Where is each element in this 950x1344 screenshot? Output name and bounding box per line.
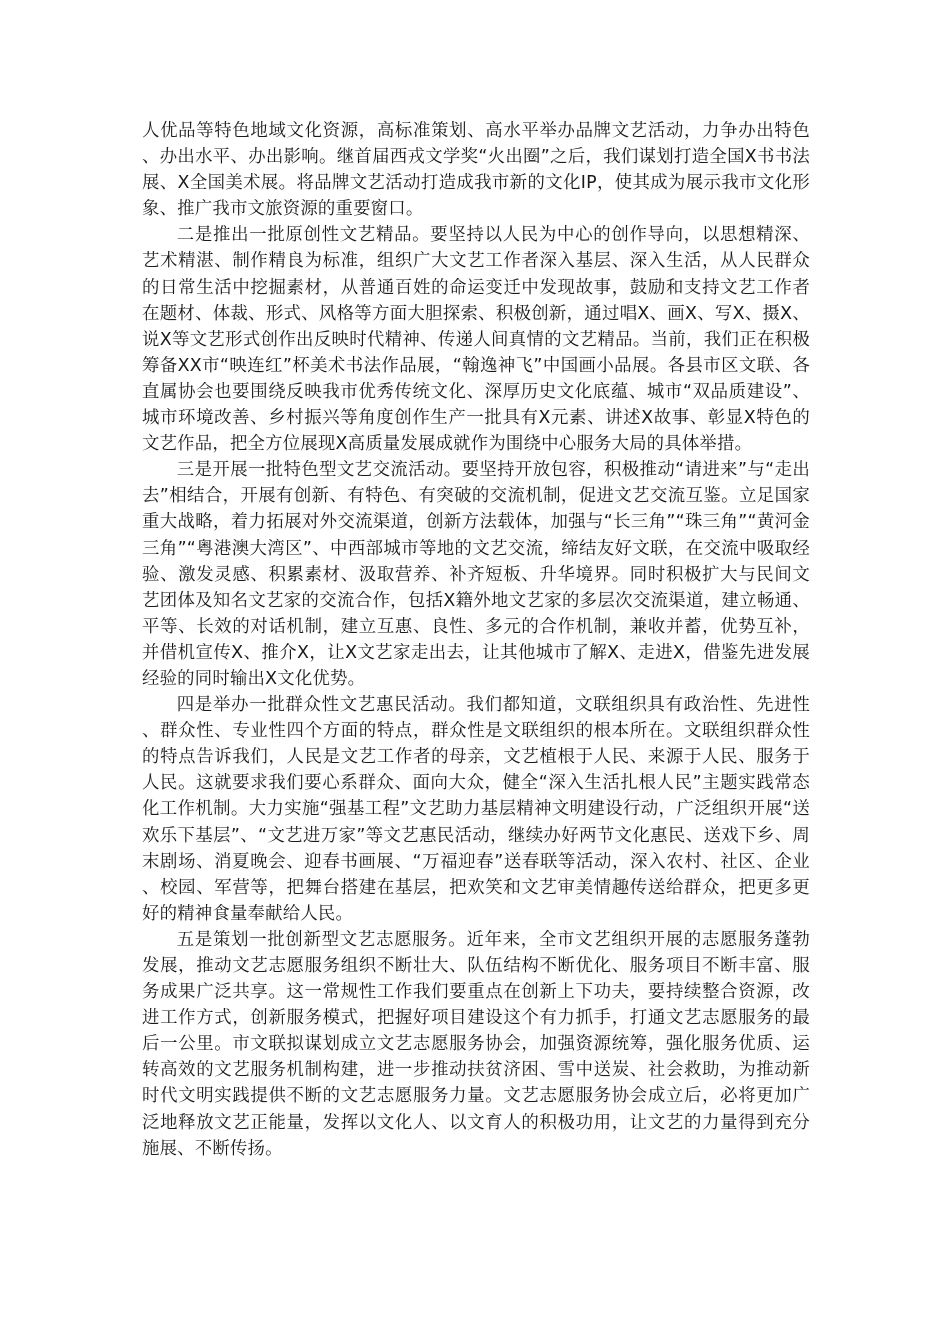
paragraph-original-works: 二是推出一批原创性文艺精品。要坚持以人民为中心的创作导向，以思想精深、艺术精湛、制作精良为标准，组织广大文艺工作者深入基层、深入生活，从人民群众的日常生活中挖掘素材，从普通百姓的命运变迁中发现故事，鼓励和支持文艺工作者在题材、体裁、形式、风格等方面大胆探索、积极创新，通过唱X、画X、写X、摄X、说X等文艺形式创作出反映时代精神、传递人间真情的文艺精品。当前，我们正在积极筹备XX市“映连红”杯美术书法作品展，“翰逸神飞”中国画小品展。各县市区文联、各直属协会也要围绕反映我市优秀传统文化、深厚历史文化底蕴、城市“双品质建设”、城市环境改善、乡村振兴等角度创作生产一批具有X元素、讲述X故事、彰显X特色的文艺作品，把全方位展现X高质量发展成就作为围绕中心服务大局的具体举措。 bbox=[142, 225, 810, 455]
paragraph-continuation: 人优品等特色地域文化资源，高标准策划、高水平举办品牌文艺活动，力争办出特色、办出水平、办出影响。继首届西戎文学奖“火出圈”之后，我们谋划打造全国X书书法展、X全国美术展。将品牌文艺活动打造成我市新的文化IP，使其成为展示我市文化形象、推广我市文旅资源的重要窗口。 bbox=[142, 121, 810, 220]
paragraph-public-benefit-activities: 四是举办一批群众性文艺惠民活动。我们都知道，文联组织具有政治性、先进性、群众性、专业性四个方面的特点，群众性是文联组织的根本所在。文联组织群众性的特点告诉我们，人民是文艺工作者的母亲，文艺植根于人民、来源于人民、服务于人民。这就要求我们要心系群众、面向大众，健全“深入生活扎根人民”主题实践常态化工作机制。大力实施“强基工程”文艺助力基层精神文明建设行动，广泛组织开展“送欢乐下基层”、“文艺进万家”等文艺惠民活动，继续办好两节文化惠民、送戏下乡、周末剧场、消夏晚会、迎春书画展、“万福迎春”送春联等活动，深入农村、社区、企业、校园、军营等，把舞台搭建在基层，把欢笑和文艺审美情趣传送给群众，把更多更好的精神食量奉献给人民。 bbox=[142, 695, 810, 924]
paragraph-exchange-activities: 三是开展一批特色型文艺交流活动。要坚持开放包容，积极推动“请进来”与“走出去”相结合，开展有创新、有特色、有突破的交流机制，促进文艺交流互鉴。立足国家重大战略，着力拓展对外交流渠道，创新方法载体，加强与“长三角”“珠三角”“黄河金三角”“粤港澳大湾区”、中西部城市等地的文艺交流，缔结友好文联，在交流中吸取经验、激发灵感、积累素材、汲取营养、补齐短板、升华境界。同时积极扩大与民间文艺团体及知名文艺家的交流合作，包括X籍外地文艺家的多层次交流渠道，建立畅通、平等、长效的对话机制，建立互惠、良性、多元的合作机制，兼收并蓄，优势互补，并借机宣传X、推介X，让X文艺家走出去，让其他城市了解X、走进X，借鉴先进发展经验的同时输出X文化优势。 bbox=[142, 460, 810, 689]
document-body bbox=[142, 118, 810, 1162]
paragraph-volunteer-services: 五是策划一批创新型文艺志愿服务。近年来，全市文艺组织开展的志愿服务蓬勃发展，推动文艺志愿服务组织不断壮大、队伍结构不断优化、服务项目不断丰富、服务成果广泛共享。这一常规性工作我们要重点在创新上下功夫，要持续整合资源，改进工作方式，创新服务模式，把握好项目建设这个有力抓手，打通文艺志愿服务的最后一公里。市文联拟谋划成立文艺志愿服务协会，加强资源统筹，强化服务优质、运转高效的文艺服务机制构建，进一步推动扶贫济困、雪中送炭、社会救助，为推动新时代文明实践提供不断的文艺志愿服务力量。文艺志愿服务协会成立后，必将更加广泛地释放文艺正能量，发挥以文化人、以文育人的积极功用，让文艺的力量得到充分施展、不断传扬。 bbox=[142, 929, 810, 1159]
